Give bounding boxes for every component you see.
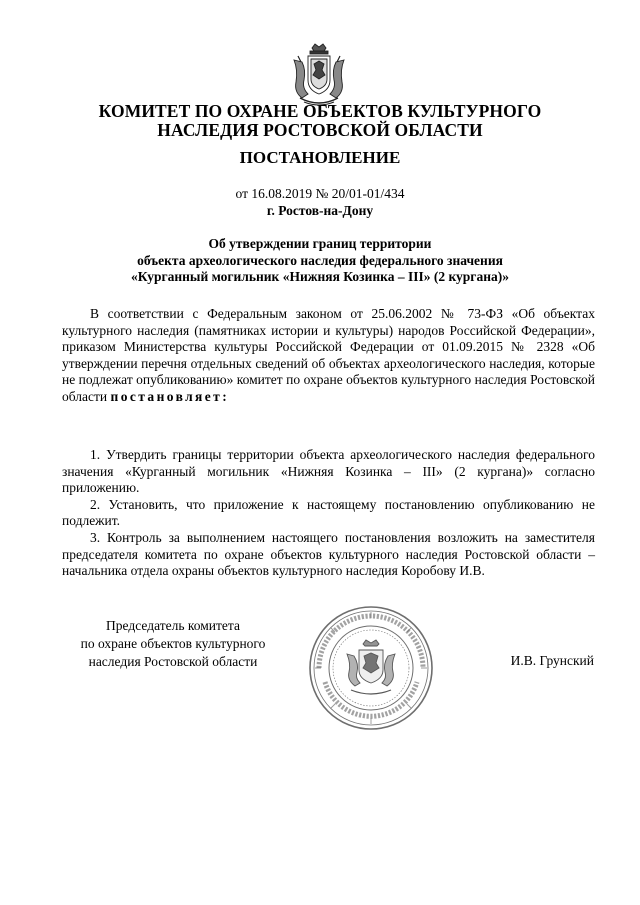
- subject-line: Об утверждении границ территории: [208, 236, 432, 251]
- subject-line: «Курганный могильник «Нижняя Козинка – III» (2 кургана)»: [131, 269, 509, 284]
- signer-position-line: наследия Ростовской области: [88, 654, 258, 669]
- organization-title: [60, 102, 580, 140]
- resolution-item: 1. Утвердить границы территории объекта археологического наследия федерального значения «Курганный могильник «Нижняя Козинка – III» (2 кургана)» согласно приложению.: [62, 447, 595, 496]
- document-date-number: от 16.08.2019 № 20/01-01/434: [235, 186, 405, 201]
- organization-title-line: КОМИТЕТ ПО ОХРАНЕ ОБЪЕКТОВ КУЛЬТУРНОГО: [98, 101, 542, 121]
- document-city: г. Ростов-на-Дону: [266, 203, 374, 218]
- resolution-item: 3. Контроль за выполнением настоящего постановления возложить на заместителя председателя комитета по охране объектов культурного наследия Ростовской области – начальника отдела охраны объектов культурного наследия Коробову И.В.: [62, 529, 595, 579]
- preamble-text: В соответствии с Федеральным законом от 25.06.2002 № 73-ФЗ «Об объектах культурного наследия (памятниках истории и культуры) народов Российской Федерации», приказом Министерства культуры Российской Федерации от 01.09.2015 № 2328 «Об утверждении перечня отдельных сведений об объектах археологического наследия, которые не подлежат опубликованию» комитет по охране объектов культурного наследия Ростовской области: [62, 306, 595, 404]
- signer-position: [58, 617, 288, 671]
- signer-name: И.В. Грунский: [510, 653, 594, 668]
- official-seal-icon: [307, 604, 435, 732]
- signer-position-line: Председатель комитета: [106, 618, 240, 633]
- subject-line: объекта археологического наследия федерального значения: [137, 252, 503, 268]
- document-type-heading: ПОСТАНОВЛЕНИЕ: [239, 148, 401, 167]
- document-subject: [60, 236, 580, 286]
- resolution-items: [62, 447, 595, 580]
- resolution-item: 2. Установить, что приложение к настоящему постановлению опубликованию не подлежит.: [62, 496, 595, 529]
- resolve-word: постановляет:: [110, 388, 230, 404]
- organization-title-line: НАСЛЕДИЯ РОСТОВСКОЙ ОБЛАСТИ: [157, 120, 483, 140]
- signer-position-line: по охране объектов культурного: [80, 636, 266, 651]
- preamble-paragraph: [62, 306, 595, 406]
- coat-of-arms-icon: [290, 42, 348, 108]
